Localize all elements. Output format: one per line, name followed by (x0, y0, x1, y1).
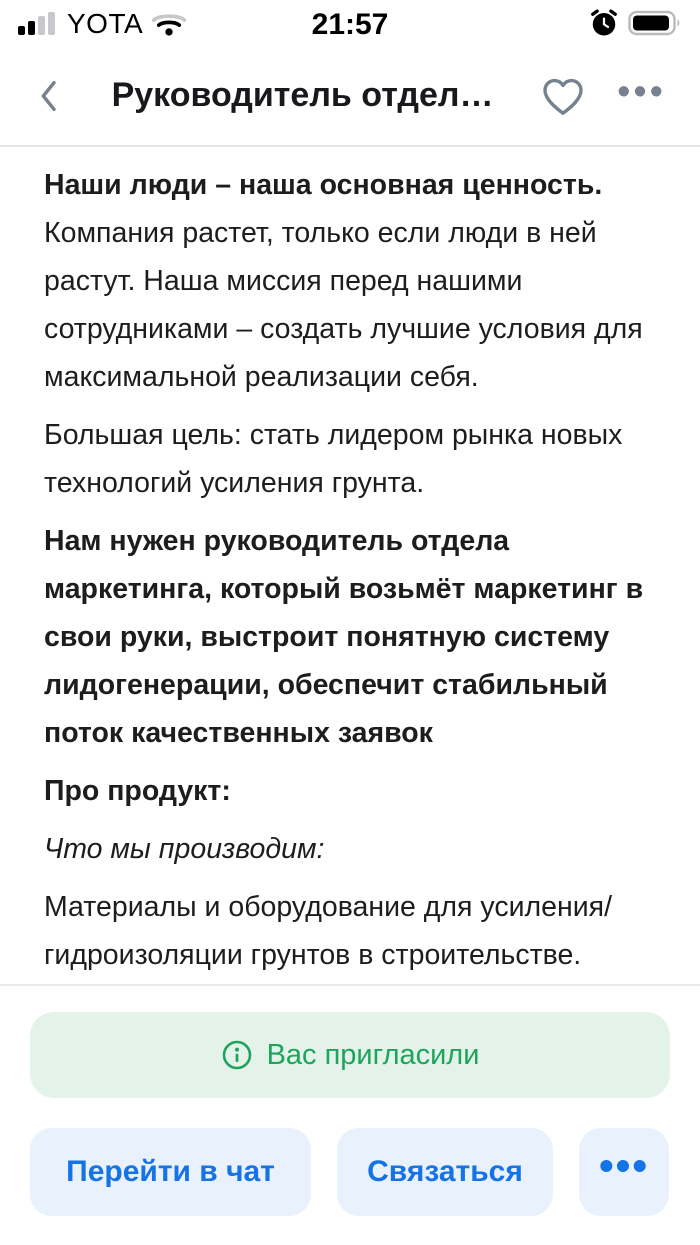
paragraph-values-heading: Наши люди – наша основная ценность. (44, 169, 603, 201)
cellular-signal-icon (18, 12, 58, 36)
alarm-clock-icon (589, 8, 619, 38)
paragraph-role-summary: Нам нужен руководитель отдела маркетинга, который возьмёт маркетинг в свои руки, выстроит понятную систему лидогенерации, обеспечит стабильный поток качественных заявок (44, 525, 644, 749)
go-to-chat-button[interactable]: Перейти в чат (30, 1128, 311, 1216)
chevron-left-icon (34, 74, 66, 118)
favorite-button[interactable] (539, 74, 587, 118)
more-actions-button[interactable] (579, 1128, 669, 1216)
back-button[interactable] (34, 74, 66, 118)
heart-icon (539, 74, 587, 118)
nav-more-button[interactable] (617, 70, 666, 113)
status-bar (0, 0, 700, 46)
bottom-action-bar (0, 984, 700, 1245)
action-buttons-row (30, 1128, 670, 1216)
paragraph-what-we-make: Что мы производим: (44, 833, 325, 865)
wifi-icon (152, 11, 186, 37)
invited-status-label: Вас пригласили (266, 1038, 480, 1071)
paragraph-product-heading: Про продукт: (44, 775, 231, 807)
vacancy-description[interactable] (0, 145, 700, 984)
contact-button[interactable]: Связаться (337, 1128, 553, 1216)
paragraph-materials: Материалы и оборудование для усиления/​гидроизоляции грунтов в строительстве. (44, 891, 612, 971)
invited-status-banner[interactable] (30, 1012, 670, 1098)
paragraph-values-body: Компания растет, только если люди в ней растут. Наша миссия перед нашими сотрудниками – создать лучшие условия для максимальной реализации себя. (44, 217, 643, 393)
more-actions-icon: ••• (598, 1142, 650, 1189)
carrier-label: YOTA (67, 8, 144, 39)
clock-time: 21:57 (311, 8, 389, 41)
page-title: Руководитель отдел… (111, 76, 494, 114)
paragraph-goal: Большая цель: стать лидером рынка новых технологий усиления грунта. (44, 419, 623, 499)
battery-icon (628, 9, 684, 37)
more-options-icon: ••• (617, 70, 666, 113)
nav-bar (0, 46, 700, 145)
info-icon (221, 1039, 253, 1071)
